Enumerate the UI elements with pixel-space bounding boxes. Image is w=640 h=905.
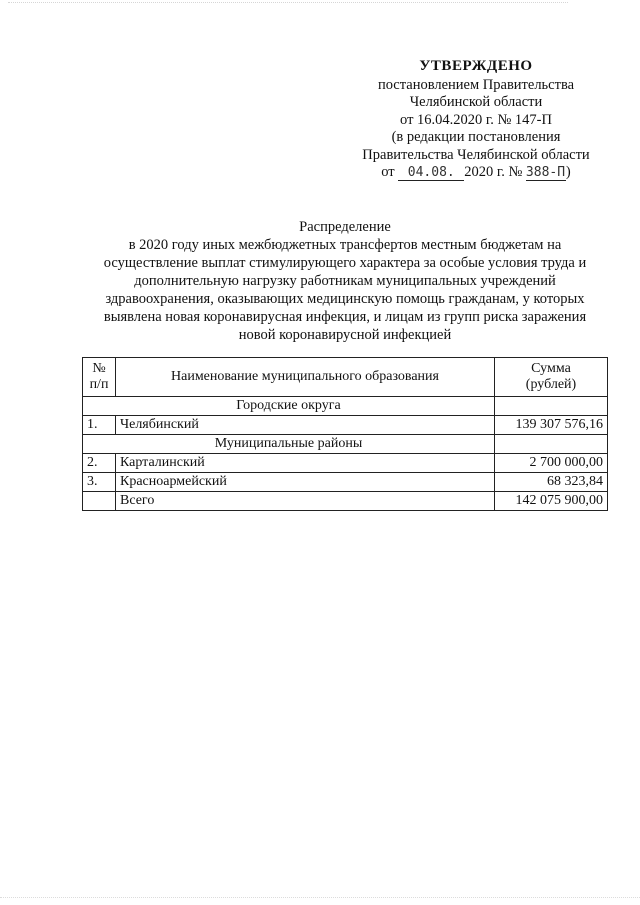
document-heading [80, 218, 610, 344]
row-3-num: 3. [83, 473, 116, 492]
row-1-name: Челябинский [116, 416, 495, 435]
section-row-districts [83, 435, 608, 454]
approval-block [340, 58, 612, 182]
table-row [83, 454, 608, 473]
scan-artifact-top [8, 2, 568, 11]
heading-line-2: осуществление выплат стимулирующего характера за особые условия труда и [103, 255, 587, 271]
total-row [83, 492, 608, 511]
heading-line-3: дополнительную нагрузку работникам муниципальных учреждений [134, 273, 556, 289]
heading-line-1: в 2020 году иных межбюджетных трансфертов местным бюджетам на [128, 237, 562, 253]
table-row [83, 416, 608, 435]
section-row-urban [83, 397, 608, 416]
total-sum: 142 075 900,00 [495, 492, 608, 511]
amendment-middle: 2020 г. № [464, 164, 523, 180]
table-row [83, 473, 608, 492]
amendment-date: 04.08. [398, 165, 464, 181]
approval-line-1: постановлением Правительства [377, 76, 575, 93]
header-num: № п/п [83, 358, 116, 397]
row-2-num: 2. [83, 454, 116, 473]
amendment-prefix: от [381, 164, 395, 180]
row-3-name: Красноармейский [116, 473, 495, 492]
approval-line-6 [340, 164, 612, 182]
row-1-num: 1. [83, 416, 116, 435]
approval-line-2: Челябинской области [409, 94, 543, 110]
header-sum: Сумма (рублей) [495, 358, 608, 397]
header-name: Наименование муниципального образования [116, 358, 495, 397]
row-1-sum: 139 307 576,16 [495, 416, 608, 435]
approval-line-4: (в редакции постановления [391, 129, 561, 145]
section-districts-empty [495, 435, 608, 454]
distribution-table [82, 357, 608, 511]
section-urban-empty [495, 397, 608, 416]
heading-line-4: здравоохранения, оказывающих медицинскую помощь гражданам, у которых [105, 291, 585, 307]
heading-line-6: новой коронавирусной инфекцией [238, 327, 452, 343]
total-label: Всего [116, 492, 495, 511]
amendment-number: 388-П [525, 165, 566, 180]
section-districts-label: Муниципальные районы [83, 435, 495, 454]
total-num-empty [83, 492, 116, 511]
amendment-suffix: ) [565, 164, 571, 180]
approval-line-5: Правительства Челябинской области [362, 146, 590, 163]
row-2-name: Карталинский [116, 454, 495, 473]
table-header-row [83, 358, 608, 397]
row-2-sum: 2 700 000,00 [495, 454, 608, 473]
section-urban-label: Городские округа [83, 397, 495, 416]
approval-title: УТВЕРЖДЕНО [419, 58, 533, 74]
heading-line-5: выявлена новая коронавирусная инфекция, и лицам из групп риска заражения [103, 309, 587, 325]
scan-artifact-bottom [0, 897, 640, 902]
row-3-sum: 68 323,84 [495, 473, 608, 492]
approval-line-3: от 16.04.2020 г. № 147-П [400, 111, 552, 128]
heading-title: Распределение [299, 219, 391, 235]
